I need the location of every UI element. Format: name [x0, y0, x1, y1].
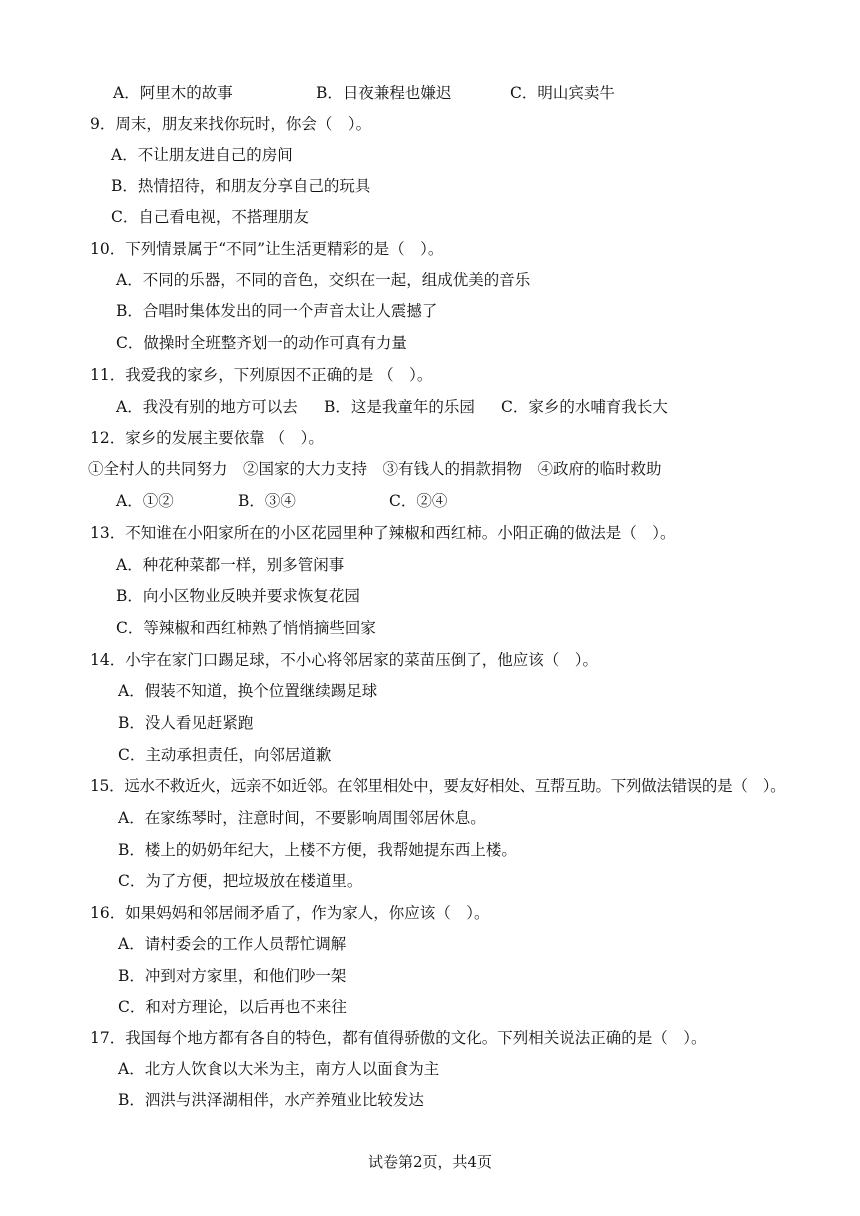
q12-items: ①全村人的共同努力 ②国家的大力支持 ③有钱人的捐款捐物 ④政府的临时救助	[88, 460, 662, 478]
q8-option-b: B．日夜兼程也嫌迟	[316, 84, 452, 102]
q14-option-b: B．没人看见赶紧跑	[118, 714, 254, 732]
q17-option-a: A．北方人饮食以大米为主，南方人以面食为主	[118, 1060, 440, 1078]
page-footer: 试卷第2页，共4页	[367, 1153, 493, 1171]
q15-option-c: C．为了方便，把垃圾放在楼道里。	[118, 872, 363, 890]
q17-stem: 17．我国每个地方都有各自的特色，都有值得骄傲的文化。下列相关说法正确的是（ ）。	[90, 1029, 707, 1047]
q16-option-c: C．和对方理论，以后再也不来往	[118, 998, 347, 1016]
q14-option-a: A．假装不知道，换个位置继续踢足球	[118, 682, 378, 700]
q12-option-c: C．②④	[389, 492, 448, 510]
q12-option-b: B．③④	[238, 492, 296, 510]
q16-stem: 16．如果妈妈和邻居闹矛盾了，作为家人，你应该（ ）。	[90, 904, 490, 922]
q10-option-a: A．不同的乐器，不同的音色，交织在一起，组成优美的音乐	[116, 271, 531, 289]
q13-option-c: C．等辣椒和西红柿熟了悄悄摘些回家	[116, 619, 376, 637]
q11-option-c: C．家乡的水哺育我长大	[501, 398, 668, 416]
q15-stem: 15．远水不救近火，远亲不如近邻。在邻里相处中，要友好相处、互帮互助。下列做法错误的是（ ）。	[90, 777, 786, 795]
q10-option-c: C．做操时全班整齐划一的动作可真有力量	[116, 334, 407, 352]
q9-option-c: C．自己看电视，不搭理朋友	[111, 208, 309, 226]
q16-option-a: A．请村委会的工作人员帮忙调解	[118, 935, 347, 953]
q12-option-a: A．①②	[116, 492, 174, 510]
q14-option-c: C．主动承担责任，向邻居道歉	[118, 746, 332, 764]
q11-option-a: A．我没有别的地方可以去	[116, 398, 298, 416]
q13-option-b: B．向小区物业反映并要求恢复花园	[116, 587, 360, 605]
q16-option-b: B．冲到对方家里，和他们吵一架	[118, 967, 347, 985]
q9-option-b: B．热情招待，和朋友分享自己的玩具	[111, 177, 371, 195]
q8-option-c: C．明山宾卖牛	[510, 84, 615, 102]
q9-option-a: A．不让朋友进自己的房间	[111, 146, 293, 164]
q13-option-a: A．种花种菜都一样，别多管闲事	[116, 556, 345, 574]
q10-stem: 10．下列情景属于“不同”让生活更精彩的是（ ）。	[90, 240, 444, 258]
q14-stem: 14．小宇在家门口踢足球，不小心将邻居家的菜苗压倒了，他应该（ ）。	[90, 651, 598, 669]
q13-stem: 13．不知谁在小阳家所在的小区花园里种了辣椒和西红柿。小阳正确的做法是（ ）。	[90, 524, 676, 542]
q11-option-b: B．这是我童年的乐园	[324, 398, 475, 416]
q15-option-a: A．在家练琴时，注意时间，不要影响周围邻居休息。	[118, 809, 486, 827]
q10-option-b: B．合唱时集体发出的同一个声音太让人震撼了	[116, 302, 438, 320]
q8-option-a: A．阿里木的故事	[113, 84, 233, 102]
q12-stem: 12．家乡的发展主要依靠 （ ）。	[90, 429, 324, 447]
q15-option-b: B．楼上的奶奶年纪大，上楼不方便，我帮她提东西上楼。	[118, 841, 517, 859]
q11-stem: 11．我爱我的家乡，下列原因不正确的是 （ ）。	[90, 366, 433, 384]
q9-stem: 9．周末，朋友来找你玩时，你会（ ）。	[90, 115, 372, 133]
q17-option-b: B．泗洪与洪泽湖相伴，水产养殖业比较发达	[118, 1091, 424, 1109]
